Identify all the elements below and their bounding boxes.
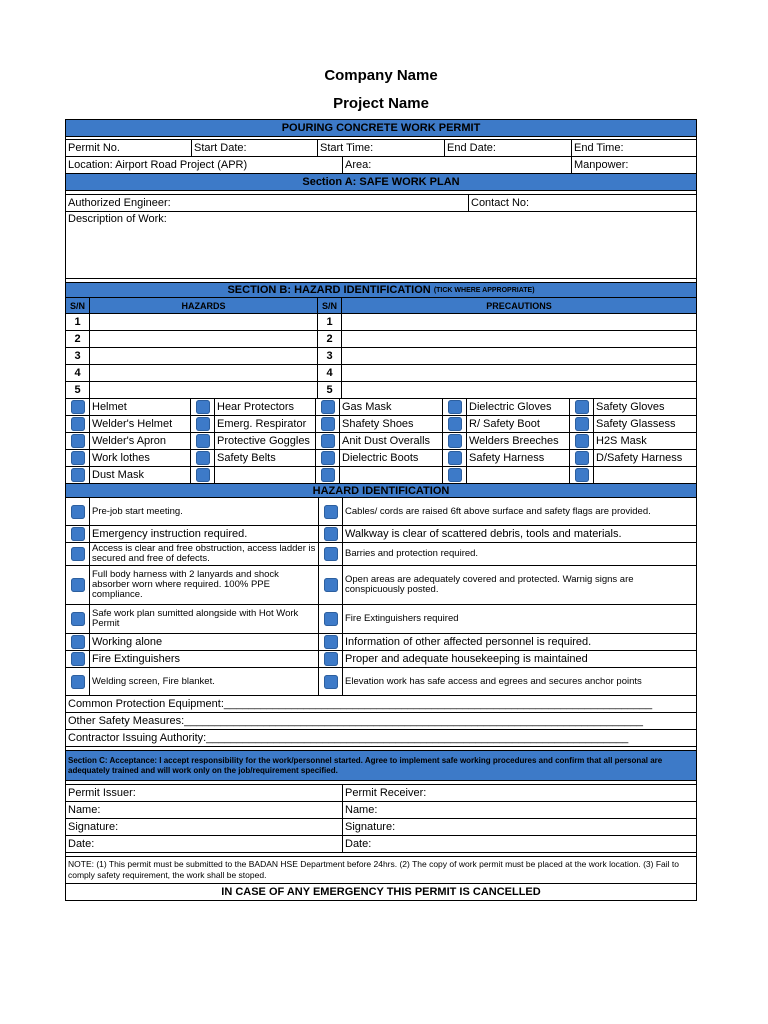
permit-receiver-field[interactable]: Permit Receiver: — [345, 787, 427, 799]
hazard-checkbox[interactable] — [66, 605, 90, 633]
checkbox-icon[interactable] — [196, 468, 210, 482]
hazard-check-label: Emergency instruction required. — [90, 526, 319, 542]
other-measures-row — [65, 713, 697, 730]
hazard-checkbox[interactable] — [66, 634, 90, 650]
contact-no-field[interactable]: Contact No: — [471, 197, 530, 209]
hazard-rows — [65, 314, 697, 399]
checkbox-icon[interactable] — [71, 434, 85, 448]
section-a-band — [65, 174, 697, 191]
hazard-checkbox[interactable] — [319, 543, 343, 565]
ppe-row — [65, 399, 697, 416]
hazard-checkbox[interactable] — [66, 526, 90, 542]
checkbox-icon[interactable] — [575, 417, 589, 431]
hazard-row — [65, 348, 697, 365]
hazard-check-label: Proper and adequate housekeeping is maintained — [345, 653, 588, 665]
permit-title: POURING CONCRETE WORK PERMIT — [66, 120, 696, 136]
precaution-sn: 1 — [318, 314, 342, 330]
ppe-checkbox[interactable] — [316, 450, 340, 466]
precaution-input[interactable] — [342, 331, 696, 347]
ppe-label: Emerg. Respirator — [215, 416, 316, 432]
checkbox-icon[interactable] — [448, 417, 462, 431]
ppe-label: H2S Mask — [596, 435, 647, 447]
checkbox-icon[interactable] — [321, 434, 335, 448]
ppe-label: Safety Belts — [215, 450, 316, 466]
ppe-checkbox[interactable] — [570, 450, 594, 466]
col-precautions: PRECAUTIONS — [342, 298, 696, 313]
precaution-sn: 4 — [318, 365, 342, 381]
hazard-row — [65, 382, 697, 399]
signoff-row-signature — [65, 819, 697, 836]
emergency-notice: IN CASE OF ANY EMERGENCY THIS PERMIT IS CANCELLED — [221, 886, 541, 898]
hazard-checkbox[interactable] — [66, 498, 90, 525]
ppe-label: Shafety Shoes — [340, 416, 443, 432]
ppe-label: Safety Glassess — [596, 418, 676, 430]
ppe-label: Dielectric Gloves — [467, 399, 570, 415]
ppe-label: Welder's Apron — [90, 433, 191, 449]
checkbox-icon[interactable] — [324, 505, 338, 519]
ppe-checkbox[interactable] — [316, 433, 340, 449]
section-b-title: SECTION B: HAZARD IDENTIFICATION (TICK WHERE APPROPRIATE) — [66, 283, 696, 297]
ppe-checkbox[interactable] — [66, 450, 90, 466]
hazard-row — [65, 365, 697, 382]
checkbox-icon[interactable] — [71, 527, 85, 541]
hazard-check-label: Barries and protection required. — [345, 548, 479, 559]
checkbox-icon[interactable] — [71, 505, 85, 519]
contractor-authority-row — [65, 730, 697, 747]
ppe-label: Welders Breeches — [467, 433, 570, 449]
engineer-row — [65, 195, 697, 212]
description-row — [65, 212, 697, 279]
area-field[interactable]: Area: — [343, 157, 572, 173]
permit-form — [65, 119, 697, 901]
hazard-check-label: Full body harness with 2 lanyards and shock absorber worn where required. 100% PPE compliance. — [90, 566, 319, 604]
ppe-label: Helmet — [90, 399, 191, 415]
hazard-check-label: Information of other affected personnel is required. — [345, 636, 592, 648]
ppe-checkbox[interactable] — [191, 416, 215, 432]
hazard-checkbox[interactable] — [319, 498, 343, 525]
checkbox-icon[interactable] — [324, 675, 338, 689]
start-date-field[interactable]: Start Date: — [192, 140, 318, 156]
checkbox-icon[interactable] — [324, 547, 338, 561]
checkbox-icon[interactable] — [448, 451, 462, 465]
ppe-checkbox[interactable] — [443, 467, 467, 483]
hazard-checkbox[interactable] — [66, 668, 90, 695]
hazard-check-row — [65, 566, 697, 605]
checkbox-icon[interactable] — [321, 468, 335, 482]
location-row — [65, 157, 697, 174]
hazard-check-label: Fire Extinguishers — [90, 651, 319, 667]
hazard-row — [65, 331, 697, 348]
start-time-field[interactable]: Start Time: — [318, 140, 445, 156]
location-field[interactable]: Location: Airport Road Project (APR) — [66, 157, 343, 173]
ppe-checkbox[interactable] — [66, 399, 90, 415]
section-b-header — [65, 298, 697, 314]
checkbox-icon[interactable] — [71, 635, 85, 649]
ppe-label — [340, 467, 443, 483]
permit-issuer-field[interactable]: Permit Issuer: — [66, 785, 343, 801]
ppe-row — [65, 416, 697, 433]
permit-title-band — [65, 119, 697, 137]
ppe-checkbox[interactable] — [191, 450, 215, 466]
checkbox-icon[interactable] — [71, 468, 85, 482]
issuer-name-field[interactable]: Name: — [66, 802, 343, 818]
ppe-checkbox[interactable] — [66, 433, 90, 449]
ppe-label: Safety Gloves — [596, 401, 665, 413]
hazard-checkbox[interactable] — [319, 668, 343, 695]
ppe-checkbox[interactable] — [316, 399, 340, 415]
hazard-check-row — [65, 543, 697, 566]
issuer-signature-field[interactable]: Signature: — [66, 819, 343, 835]
checkbox-icon[interactable] — [71, 417, 85, 431]
common-protection-row — [65, 696, 697, 713]
col-sn-hazard: S/N — [66, 298, 90, 313]
precaution-input[interactable] — [342, 314, 696, 330]
hazard-sn: 1 — [66, 314, 90, 330]
ppe-label: R/ Safety Boot — [467, 416, 570, 432]
checkbox-icon[interactable] — [71, 612, 85, 626]
hazard-checkbox[interactable] — [319, 634, 343, 650]
ppe-checkbox[interactable] — [66, 467, 90, 483]
ppe-checkbox[interactable] — [316, 467, 340, 483]
checkbox-icon[interactable] — [448, 400, 462, 414]
hazard-row — [65, 314, 697, 331]
section-c-band — [65, 751, 697, 781]
ppe-label: Hear Protectors — [215, 399, 316, 415]
hazard-checkbox[interactable] — [66, 566, 90, 604]
ppe-checkbox[interactable] — [570, 399, 594, 415]
end-date-field[interactable]: End Date: — [445, 140, 572, 156]
permit-note: NOTE: (1) This permit must be submitted to the BADAN HSE Department before 24hrs. (2) The copy of work permit must be placed at the work location. (3) Fail to comply safety requirement, the work shall be stoped. — [68, 859, 679, 880]
checkbox-icon[interactable] — [575, 434, 589, 448]
hazard-checkbox[interactable] — [66, 543, 90, 565]
receiver-date-field[interactable]: Date: — [345, 838, 372, 850]
section-a-title: Section A: SAFE WORK PLAN — [66, 174, 696, 190]
ppe-label: Dielectric Boots — [340, 450, 443, 466]
section-b-band — [65, 283, 697, 298]
hazard-sn: 4 — [66, 365, 90, 381]
hazard-check-row — [65, 526, 697, 543]
signoff-row-name — [65, 802, 697, 819]
ppe-checkbox[interactable] — [66, 416, 90, 432]
precaution-input[interactable] — [342, 365, 696, 381]
checkbox-icon[interactable] — [324, 635, 338, 649]
ppe-label: D/Safety Harness — [596, 452, 683, 464]
hazard-checkbox[interactable] — [319, 605, 343, 633]
ppe-label: Protective Goggles — [215, 433, 316, 449]
signoff-row-role — [65, 785, 697, 802]
hazard-check-row — [65, 651, 697, 668]
hazard-sn: 5 — [66, 382, 90, 398]
checkbox-icon[interactable] — [575, 400, 589, 414]
col-hazards: HAZARDS — [90, 298, 318, 313]
hazard-check-label: Cables/ cords are raised 6ft above surface and safety flags are provided. — [345, 505, 651, 517]
hazard-check-label: Elevation work has safe access and egrees and secures anchor points — [345, 675, 642, 687]
section-c-text: Section C: Acceptance: I accept responsibility for the work/personnel started. Agree to implement safe working procedures and confirm that all personal are adequately trained and will work only on the job/requirement specified. — [66, 751, 696, 780]
checkbox-icon[interactable] — [324, 652, 338, 666]
ppe-label: Safety Harness — [467, 450, 570, 466]
hazard-check-label: Safe work plan sumitted alongside with Hot Work Permit — [90, 605, 319, 633]
checkbox-icon[interactable] — [321, 451, 335, 465]
checkbox-icon[interactable] — [71, 451, 85, 465]
end-time-field[interactable]: End Time: — [574, 142, 624, 154]
hazard-input[interactable] — [90, 331, 318, 347]
ppe-checkbox[interactable] — [443, 433, 467, 449]
hazard-check-label: Walkway is clear of scattered debris, tools and materials. — [345, 528, 622, 540]
checkbox-icon[interactable] — [71, 578, 85, 592]
ppe-label — [594, 467, 696, 483]
checkbox-icon[interactable] — [321, 400, 335, 414]
checkbox-icon[interactable] — [71, 675, 85, 689]
ppe-checkbox[interactable] — [191, 467, 215, 483]
checkbox-icon[interactable] — [71, 547, 85, 561]
hazard-identification-title: HAZARD IDENTIFICATION — [66, 484, 696, 497]
ppe-row — [65, 433, 697, 450]
hazard-checkbox[interactable] — [319, 526, 343, 542]
hazard-input[interactable] — [90, 314, 318, 330]
hazard-check-row — [65, 498, 697, 526]
description-field[interactable]: Description of Work: — [68, 213, 167, 225]
ppe-label: Welder's Helmet — [90, 416, 191, 432]
ppe-checkbox[interactable] — [443, 450, 467, 466]
ppe-checkbox[interactable] — [443, 399, 467, 415]
ppe-row — [65, 450, 697, 467]
checkbox-icon[interactable] — [196, 434, 210, 448]
ppe-checkbox[interactable] — [191, 399, 215, 415]
hazard-check-label: Working alone — [90, 634, 319, 650]
hazard-input[interactable] — [90, 382, 318, 398]
permit-info-row — [65, 140, 697, 157]
ppe-checkbox[interactable] — [570, 467, 594, 483]
hazard-checkbox[interactable] — [319, 651, 343, 667]
note-row — [65, 857, 697, 884]
checkbox-icon[interactable] — [575, 468, 589, 482]
ppe-label — [467, 467, 570, 483]
checkbox-icon[interactable] — [321, 417, 335, 431]
ppe-label: Anit Dust Overalls — [340, 433, 443, 449]
project-name: Project Name — [333, 95, 429, 112]
emergency-row — [65, 884, 697, 901]
ppe-label — [215, 467, 316, 483]
checkbox-icon[interactable] — [196, 400, 210, 414]
checkbox-icon[interactable] — [71, 652, 85, 666]
precaution-input[interactable] — [342, 382, 696, 398]
ppe-checkbox[interactable] — [443, 416, 467, 432]
common-protection-field[interactable]: Common Protection Equipment:______________________________________________________________________ — [68, 698, 653, 710]
other-measures-field[interactable]: Other Safety Measures:___________________________________________________________________________ — [68, 715, 643, 727]
ppe-row — [65, 467, 697, 484]
signoff-row-date — [65, 836, 697, 853]
ppe-checkbox[interactable] — [316, 416, 340, 432]
hazard-check-label: Fire Extinguishers required — [345, 613, 459, 624]
precaution-sn: 3 — [318, 348, 342, 364]
hazard-check-label: Open areas are adequately covered and protected. Warnig signs are conspicuously posted. — [345, 574, 634, 595]
checkbox-icon[interactable] — [196, 451, 210, 465]
checkbox-icon[interactable] — [324, 527, 338, 541]
hazard-input[interactable] — [90, 348, 318, 364]
checkbox-icon[interactable] — [196, 417, 210, 431]
manpower-field[interactable]: Manpower: — [574, 159, 629, 171]
hazard-check-row — [65, 634, 697, 651]
checkbox-icon[interactable] — [324, 612, 338, 626]
checkbox-icon[interactable] — [448, 468, 462, 482]
hazard-identification-rows — [65, 498, 697, 696]
checkbox-icon[interactable] — [324, 578, 338, 592]
ppe-label: Dust Mask — [90, 467, 191, 483]
hazard-check-label: Welding screen, Fire blanket. — [90, 668, 319, 695]
col-sn-precaution: S/N — [318, 298, 342, 313]
precaution-input[interactable] — [342, 348, 696, 364]
authorized-engineer-field[interactable]: Authorized Engineer: — [66, 195, 469, 211]
hazard-checkbox[interactable] — [66, 651, 90, 667]
hazard-check-row — [65, 605, 697, 634]
hazard-check-label: Access is clear and free obstruction, access ladder is secured and free of defects. — [90, 543, 319, 565]
hazard-checkbox[interactable] — [319, 566, 343, 604]
ppe-label: Work lothes — [90, 450, 191, 466]
precaution-sn: 5 — [318, 382, 342, 398]
ppe-checkbox[interactable] — [191, 433, 215, 449]
contractor-authority-field[interactable]: Contractor Issuing Authority:_____________________________________________________________________ — [68, 732, 629, 744]
checkbox-icon[interactable] — [575, 451, 589, 465]
ppe-checkbox[interactable] — [570, 433, 594, 449]
receiver-name-field[interactable]: Name: — [345, 804, 378, 816]
permit-no-field[interactable]: Permit No. — [66, 140, 192, 156]
issuer-date-field[interactable]: Date: — [66, 836, 343, 852]
hazard-sn: 3 — [66, 348, 90, 364]
hazard-identification-band — [65, 484, 697, 498]
company-name: Company Name — [324, 67, 438, 84]
ppe-label: Gas Mask — [340, 399, 443, 415]
receiver-signature-field[interactable]: Signature: — [345, 821, 396, 833]
hazard-input[interactable] — [90, 365, 318, 381]
hazard-check-label: Pre-job start meeting. — [90, 498, 319, 525]
checkbox-icon[interactable] — [71, 400, 85, 414]
precaution-sn: 2 — [318, 331, 342, 347]
ppe-checklist — [65, 399, 697, 484]
hazard-check-row — [65, 668, 697, 696]
ppe-checkbox[interactable] — [570, 416, 594, 432]
checkbox-icon[interactable] — [448, 434, 462, 448]
hazard-sn: 2 — [66, 331, 90, 347]
